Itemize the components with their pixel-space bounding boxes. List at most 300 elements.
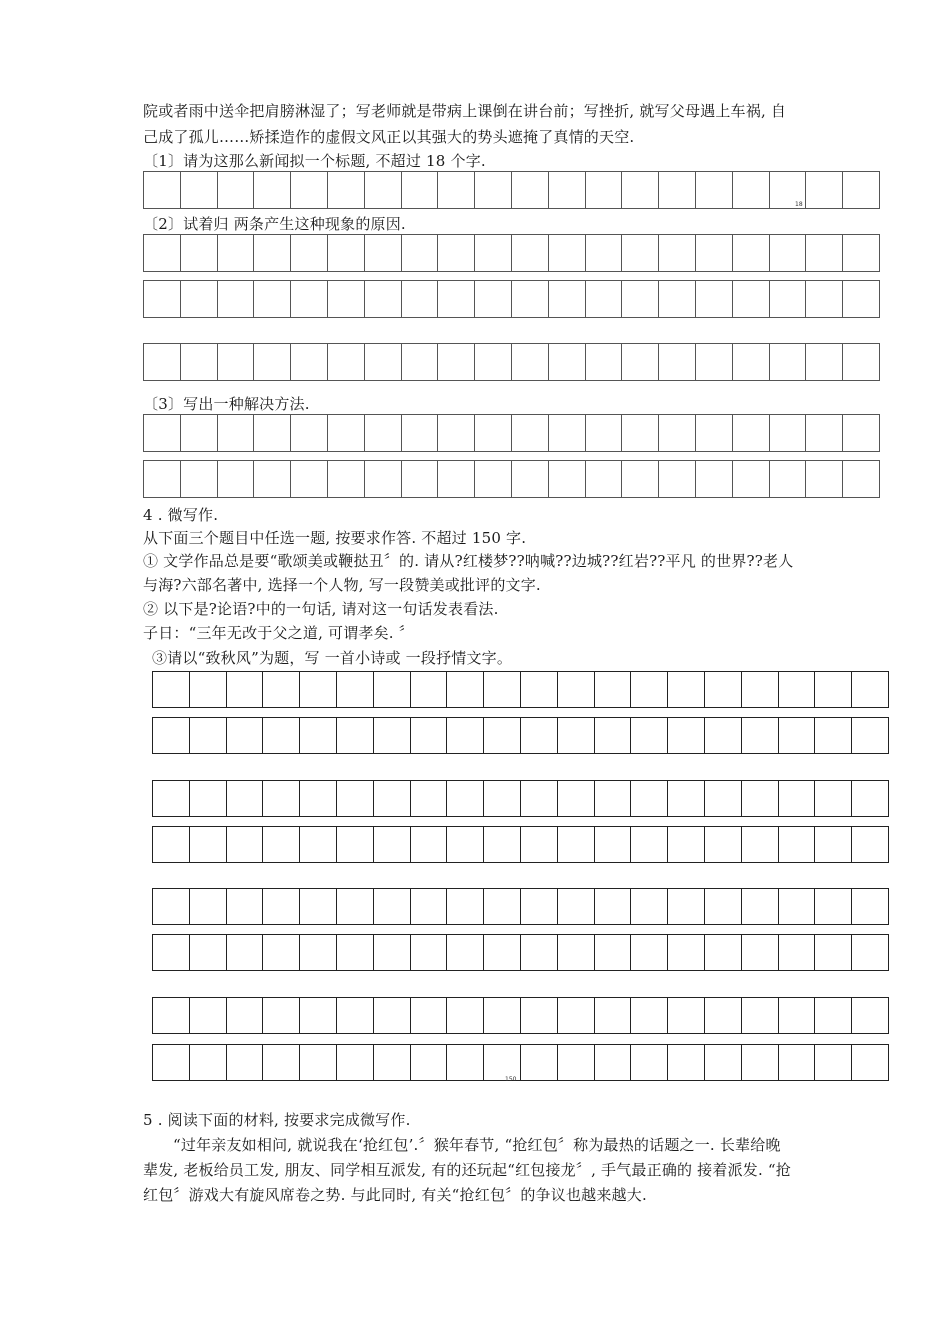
grid-cell[interactable] <box>668 998 705 1033</box>
grid-cell[interactable] <box>595 718 632 753</box>
grid-cell[interactable] <box>438 172 475 208</box>
grid-cell[interactable] <box>374 672 411 707</box>
grid-cell[interactable] <box>733 344 770 380</box>
q4-option3: ③请以“致秋风”为题，写 一首小诗或 一段抒情文字。 <box>152 649 513 667</box>
grid-cell[interactable] <box>586 235 623 271</box>
grid-cell[interactable] <box>806 281 843 317</box>
grid-cell[interactable] <box>815 827 852 862</box>
grid-cell[interactable] <box>411 718 448 753</box>
grid-cell[interactable] <box>181 344 218 380</box>
grid-cell[interactable] <box>815 781 852 816</box>
grid-cell[interactable] <box>402 344 439 380</box>
grid-cell[interactable] <box>595 781 632 816</box>
grid-cell[interactable] <box>227 672 264 707</box>
answer-grid[interactable] <box>143 171 880 209</box>
grid-cell[interactable] <box>190 672 227 707</box>
writing-grid[interactable] <box>152 997 889 1034</box>
grid-cell[interactable] <box>263 1045 300 1080</box>
grid-cell[interactable] <box>218 281 255 317</box>
grid-cell[interactable] <box>337 827 374 862</box>
grid-cell[interactable] <box>263 718 300 753</box>
grid-cell[interactable] <box>337 781 374 816</box>
grid-cell[interactable] <box>806 415 843 451</box>
grid-cell[interactable] <box>254 415 291 451</box>
grid-cell[interactable] <box>190 781 227 816</box>
grid-cell[interactable] <box>521 827 558 862</box>
grid-cell[interactable] <box>733 461 770 497</box>
grid-cell[interactable] <box>696 172 733 208</box>
grid-cell[interactable] <box>843 344 879 380</box>
grid-cell[interactable] <box>484 935 521 970</box>
grid-cell[interactable] <box>668 1045 705 1080</box>
grid-cell[interactable] <box>337 718 374 753</box>
grid-cell[interactable] <box>742 827 779 862</box>
grid-cell[interactable] <box>779 1045 816 1080</box>
grid-cell[interactable] <box>447 781 484 816</box>
grid-cell[interactable] <box>705 998 742 1033</box>
grid-cell[interactable] <box>512 461 549 497</box>
grid-cell[interactable] <box>181 461 218 497</box>
grid-cell[interactable] <box>365 235 402 271</box>
grid-cell[interactable] <box>586 415 623 451</box>
grid-cell[interactable] <box>438 461 475 497</box>
grid-cell[interactable] <box>742 998 779 1033</box>
grid-cell[interactable] <box>806 344 843 380</box>
grid-cell[interactable] <box>742 889 779 924</box>
grid-cell[interactable] <box>254 344 291 380</box>
grid-cell[interactable] <box>447 718 484 753</box>
grid-cell[interactable] <box>218 415 255 451</box>
q5-material-line1: “过年亲友如相问, 就说我在‘抢红包’.〞猴年春节, “抢红包〞称为最热的话题之一. 长辈给晚 <box>173 1136 781 1154</box>
grid-cell[interactable] <box>521 1045 558 1080</box>
grid-cell[interactable] <box>484 718 521 753</box>
grid-cell[interactable] <box>779 672 816 707</box>
writing-grid[interactable] <box>152 1044 889 1081</box>
grid-cell[interactable] <box>595 827 632 862</box>
grid-cell[interactable] <box>815 718 852 753</box>
grid-cell[interactable] <box>659 235 696 271</box>
grid-cell[interactable] <box>374 889 411 924</box>
grid-cell[interactable] <box>411 672 448 707</box>
grid-cell[interactable] <box>852 718 888 753</box>
grid-cell[interactable] <box>337 998 374 1033</box>
grid-cell[interactable] <box>153 672 190 707</box>
grid-cell[interactable] <box>447 935 484 970</box>
grid-cell[interactable] <box>365 344 402 380</box>
writing-grid[interactable] <box>152 671 889 708</box>
grid-cell[interactable] <box>438 281 475 317</box>
grid-cell[interactable] <box>512 415 549 451</box>
grid-cell[interactable] <box>402 172 439 208</box>
grid-cell[interactable] <box>254 235 291 271</box>
grid-cell[interactable] <box>438 415 475 451</box>
grid-cell[interactable] <box>696 461 733 497</box>
grid-cell[interactable] <box>411 827 448 862</box>
grid-cell[interactable] <box>227 718 264 753</box>
grid-cell[interactable] <box>402 415 439 451</box>
grid-cell[interactable] <box>631 935 668 970</box>
grid-cell[interactable] <box>300 827 337 862</box>
grid-cell[interactable] <box>144 172 181 208</box>
grid-cell[interactable] <box>374 935 411 970</box>
grid-cell[interactable] <box>190 889 227 924</box>
grid-cell[interactable] <box>549 415 586 451</box>
grid-cell[interactable] <box>374 718 411 753</box>
char-count-marker: 18 <box>795 201 803 208</box>
grid-cell[interactable] <box>374 827 411 862</box>
grid-cell[interactable] <box>586 172 623 208</box>
grid-cell[interactable] <box>447 672 484 707</box>
grid-cell[interactable] <box>705 718 742 753</box>
grid-cell[interactable] <box>586 461 623 497</box>
grid-cell[interactable] <box>770 461 807 497</box>
grid-cell[interactable] <box>337 935 374 970</box>
grid-cell[interactable] <box>668 827 705 862</box>
grid-cell[interactable] <box>484 672 521 707</box>
grid-cell[interactable] <box>668 718 705 753</box>
grid-cell[interactable] <box>549 344 586 380</box>
grid-cell[interactable] <box>549 461 586 497</box>
grid-cell[interactable] <box>484 781 521 816</box>
grid-cell[interactable] <box>227 889 264 924</box>
grid-cell[interactable] <box>153 998 190 1033</box>
grid-cell[interactable] <box>263 935 300 970</box>
grid-cell[interactable] <box>659 461 696 497</box>
passage-line-2: 己成了孤儿……矫揉造作的虚假文风正以其强大的势头遮掩了真情的天空. <box>143 128 635 146</box>
grid-cell[interactable] <box>779 935 816 970</box>
grid-cell[interactable] <box>374 781 411 816</box>
grid-cell[interactable] <box>227 781 264 816</box>
grid-cell[interactable] <box>770 281 807 317</box>
grid-cell[interactable] <box>843 235 879 271</box>
grid-cell[interactable] <box>595 935 632 970</box>
answer-grid[interactable] <box>143 343 880 381</box>
grid-cell[interactable] <box>742 781 779 816</box>
answer-grid[interactable] <box>143 460 880 498</box>
grid-cell[interactable] <box>484 998 521 1033</box>
grid-cell[interactable] <box>254 172 291 208</box>
grid-cell[interactable] <box>218 344 255 380</box>
q4-option1-line1: ① 文学作品总是要“歌颂美或鞭挞丑〞的. 请从?红楼梦??呐喊??边城??红岩??平凡 的世界??老人 <box>143 552 794 570</box>
grid-cell[interactable] <box>595 998 632 1033</box>
grid-cell[interactable] <box>631 1045 668 1080</box>
grid-cell[interactable] <box>705 1045 742 1080</box>
grid-cell[interactable] <box>365 172 402 208</box>
grid-cell[interactable] <box>622 461 659 497</box>
grid-cell[interactable] <box>558 718 595 753</box>
grid-cell[interactable] <box>475 461 512 497</box>
grid-cell[interactable] <box>227 935 264 970</box>
grid-cell[interactable] <box>291 461 328 497</box>
grid-cell[interactable] <box>218 235 255 271</box>
grid-cell[interactable] <box>852 998 888 1033</box>
grid-cell[interactable] <box>696 415 733 451</box>
grid-cell[interactable] <box>328 281 365 317</box>
grid-cell[interactable] <box>291 344 328 380</box>
grid-cell[interactable] <box>770 235 807 271</box>
grid-cell[interactable] <box>742 935 779 970</box>
grid-cell[interactable] <box>181 235 218 271</box>
grid-cell[interactable] <box>595 1045 632 1080</box>
grid-cell[interactable] <box>558 935 595 970</box>
grid-cell[interactable] <box>631 718 668 753</box>
grid-cell[interactable] <box>328 415 365 451</box>
grid-cell[interactable] <box>153 935 190 970</box>
grid-cell[interactable] <box>631 672 668 707</box>
grid-cell[interactable] <box>447 1045 484 1080</box>
grid-cell[interactable] <box>263 827 300 862</box>
grid-cell[interactable] <box>484 827 521 862</box>
grid-cell[interactable] <box>631 781 668 816</box>
grid-cell[interactable] <box>668 935 705 970</box>
grid-cell[interactable] <box>227 827 264 862</box>
grid-cell[interactable] <box>438 344 475 380</box>
grid-cell[interactable] <box>659 344 696 380</box>
q4-option1-line2: 与海?六部名著中, 选择一个人物, 写一段赞美或批评的文字. <box>143 576 541 594</box>
grid-cell[interactable] <box>512 235 549 271</box>
grid-cell[interactable] <box>558 1045 595 1080</box>
writing-grid[interactable] <box>152 888 889 925</box>
grid-cell[interactable] <box>668 889 705 924</box>
grid-cell[interactable] <box>153 1045 190 1080</box>
grid-cell[interactable] <box>190 1045 227 1080</box>
grid-cell[interactable] <box>300 889 337 924</box>
grid-cell[interactable] <box>733 415 770 451</box>
grid-cell[interactable] <box>218 461 255 497</box>
grid-cell[interactable] <box>521 998 558 1033</box>
grid-cell[interactable] <box>300 781 337 816</box>
grid-cell[interactable] <box>852 935 888 970</box>
answer-grid[interactable] <box>143 280 880 318</box>
grid-cell[interactable] <box>365 415 402 451</box>
grid-cell[interactable] <box>263 672 300 707</box>
grid-cell[interactable] <box>558 781 595 816</box>
grid-cell[interactable] <box>484 889 521 924</box>
grid-cell[interactable] <box>806 235 843 271</box>
writing-grid[interactable] <box>152 717 889 754</box>
grid-cell[interactable] <box>291 415 328 451</box>
grid-cell[interactable] <box>659 281 696 317</box>
grid-cell[interactable] <box>622 281 659 317</box>
grid-cell[interactable] <box>153 718 190 753</box>
grid-cell[interactable] <box>365 461 402 497</box>
grid-cell[interactable] <box>779 718 816 753</box>
grid-cell[interactable] <box>227 998 264 1033</box>
grid-cell[interactable] <box>586 281 623 317</box>
grid-cell[interactable] <box>254 281 291 317</box>
grid-cell[interactable] <box>779 827 816 862</box>
grid-cell[interactable] <box>374 1045 411 1080</box>
grid-cell[interactable] <box>263 998 300 1033</box>
grid-cell[interactable] <box>815 672 852 707</box>
grid-cell[interactable] <box>190 827 227 862</box>
grid-cell[interactable] <box>328 172 365 208</box>
grid-cell[interactable] <box>659 415 696 451</box>
grid-cell[interactable] <box>521 935 558 970</box>
grid-cell[interactable] <box>705 889 742 924</box>
grid-cell[interactable] <box>696 344 733 380</box>
grid-cell[interactable] <box>521 718 558 753</box>
grid-cell[interactable] <box>475 344 512 380</box>
grid-cell[interactable] <box>558 827 595 862</box>
grid-cell[interactable] <box>852 827 888 862</box>
grid-cell[interactable] <box>337 1045 374 1080</box>
grid-cell[interactable] <box>328 235 365 271</box>
grid-cell[interactable] <box>512 172 549 208</box>
grid-cell[interactable] <box>779 889 816 924</box>
grid-cell[interactable] <box>328 344 365 380</box>
grid-cell[interactable] <box>291 235 328 271</box>
grid-cell[interactable] <box>438 235 475 271</box>
grid-cell[interactable] <box>153 827 190 862</box>
writing-grid[interactable] <box>152 826 889 863</box>
grid-cell[interactable] <box>475 235 512 271</box>
grid-cell[interactable] <box>843 281 879 317</box>
grid-cell[interactable] <box>411 998 448 1033</box>
grid-cell[interactable] <box>696 235 733 271</box>
grid-cell[interactable] <box>402 281 439 317</box>
grid-cell[interactable] <box>291 281 328 317</box>
grid-cell[interactable] <box>843 415 879 451</box>
grid-cell[interactable] <box>190 935 227 970</box>
grid-cell[interactable] <box>484 1045 521 1080</box>
grid-cell[interactable] <box>144 281 181 317</box>
grid-cell[interactable] <box>770 415 807 451</box>
grid-cell[interactable] <box>365 281 402 317</box>
grid-cell[interactable] <box>779 998 816 1033</box>
grid-cell[interactable] <box>852 672 888 707</box>
grid-cell[interactable] <box>852 1045 888 1080</box>
grid-cell[interactable] <box>190 718 227 753</box>
grid-cell[interactable] <box>144 344 181 380</box>
grid-cell[interactable] <box>770 344 807 380</box>
grid-cell[interactable] <box>696 281 733 317</box>
grid-cell[interactable] <box>815 889 852 924</box>
grid-cell[interactable] <box>512 281 549 317</box>
grid-cell[interactable] <box>631 998 668 1033</box>
grid-cell[interactable] <box>622 172 659 208</box>
grid-cell[interactable] <box>622 344 659 380</box>
grid-cell[interactable] <box>815 998 852 1033</box>
grid-cell[interactable] <box>742 672 779 707</box>
grid-cell[interactable] <box>447 998 484 1033</box>
grid-cell[interactable] <box>668 672 705 707</box>
grid-cell[interactable] <box>144 461 181 497</box>
grid-cell[interactable] <box>411 935 448 970</box>
grid-cell[interactable] <box>733 281 770 317</box>
grid-cell[interactable] <box>549 235 586 271</box>
grid-cell[interactable] <box>521 889 558 924</box>
q3-sub1-prompt: 〔1〕请为这那么新闻拟一个标题, 不超过 18 个字. <box>143 152 486 170</box>
grid-cell[interactable] <box>521 672 558 707</box>
grid-cell[interactable] <box>742 1045 779 1080</box>
grid-cell[interactable] <box>447 827 484 862</box>
grid-cell[interactable] <box>153 889 190 924</box>
grid-cell[interactable] <box>411 889 448 924</box>
grid-cell[interactable] <box>852 889 888 924</box>
grid-cell[interactable] <box>337 672 374 707</box>
grid-cell[interactable] <box>521 781 558 816</box>
grid-cell[interactable] <box>815 1045 852 1080</box>
grid-cell[interactable] <box>328 461 365 497</box>
grid-cell[interactable] <box>402 461 439 497</box>
grid-cell[interactable] <box>705 935 742 970</box>
grid-cell[interactable] <box>806 172 843 208</box>
grid-cell[interactable] <box>558 998 595 1033</box>
writing-grid[interactable] <box>152 780 889 817</box>
grid-cell[interactable] <box>300 1045 337 1080</box>
grid-cell[interactable] <box>558 889 595 924</box>
grid-cell[interactable] <box>475 415 512 451</box>
grid-cell[interactable] <box>263 781 300 816</box>
grid-cell[interactable] <box>181 415 218 451</box>
grid-cell[interactable] <box>263 889 300 924</box>
grid-cell[interactable] <box>254 461 291 497</box>
grid-cell[interactable] <box>852 781 888 816</box>
grid-cell[interactable] <box>549 172 586 208</box>
grid-cell[interactable] <box>181 172 218 208</box>
grid-cell[interactable] <box>181 281 218 317</box>
grid-cell[interactable] <box>291 172 328 208</box>
grid-cell[interactable] <box>218 172 255 208</box>
grid-cell[interactable] <box>595 889 632 924</box>
grid-cell[interactable] <box>806 461 843 497</box>
grid-cell[interactable] <box>659 172 696 208</box>
grid-cell[interactable] <box>549 281 586 317</box>
grid-cell[interactable] <box>337 889 374 924</box>
grid-cell[interactable] <box>815 935 852 970</box>
grid-cell[interactable] <box>374 998 411 1033</box>
grid-cell[interactable] <box>300 998 337 1033</box>
grid-cell[interactable] <box>622 415 659 451</box>
grid-cell[interactable] <box>475 281 512 317</box>
grid-cell[interactable] <box>631 889 668 924</box>
grid-cell[interactable] <box>190 998 227 1033</box>
grid-cell[interactable] <box>622 235 659 271</box>
grid-cell[interactable] <box>705 781 742 816</box>
grid-cell[interactable] <box>595 672 632 707</box>
grid-cell[interactable] <box>402 235 439 271</box>
grid-cell[interactable] <box>300 718 337 753</box>
grid-cell[interactable] <box>742 718 779 753</box>
grid-cell[interactable] <box>586 344 623 380</box>
grid-cell[interactable] <box>558 672 595 707</box>
grid-cell[interactable] <box>668 781 705 816</box>
grid-cell[interactable] <box>705 827 742 862</box>
grid-cell[interactable] <box>475 172 512 208</box>
grid-cell[interactable] <box>733 172 770 208</box>
grid-cell[interactable] <box>300 935 337 970</box>
grid-cell[interactable] <box>447 889 484 924</box>
grid-cell[interactable] <box>144 235 181 271</box>
writing-grid[interactable] <box>152 934 889 971</box>
grid-cell[interactable] <box>843 461 879 497</box>
grid-cell[interactable] <box>779 781 816 816</box>
grid-cell[interactable] <box>411 781 448 816</box>
grid-cell[interactable] <box>227 1045 264 1080</box>
grid-cell[interactable] <box>705 672 742 707</box>
grid-cell[interactable] <box>300 672 337 707</box>
grid-cell[interactable] <box>411 1045 448 1080</box>
grid-cell[interactable] <box>153 781 190 816</box>
grid-cell[interactable] <box>512 344 549 380</box>
grid-cell[interactable] <box>144 415 181 451</box>
grid-cell[interactable] <box>843 172 879 208</box>
answer-grid[interactable] <box>143 234 880 272</box>
grid-cell[interactable] <box>631 827 668 862</box>
answer-grid[interactable] <box>143 414 880 452</box>
grid-cell[interactable] <box>733 235 770 271</box>
